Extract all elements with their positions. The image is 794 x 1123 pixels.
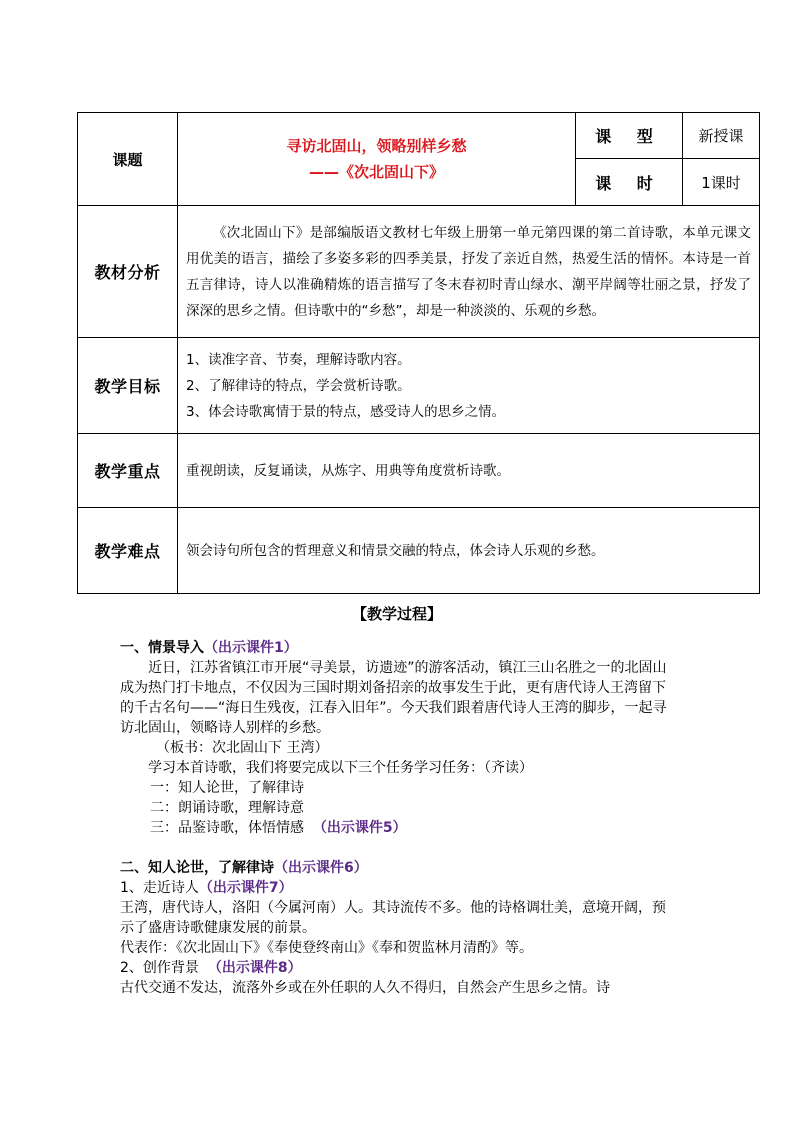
section-1-title: [120, 638, 676, 658]
analysis-label: 教材分析: [78, 206, 178, 338]
goal-item: 3、体会诗歌寓情于景的特点，感受诗人的思乡之情。: [186, 403, 506, 420]
subsection-background: [120, 958, 676, 978]
course-type-value: 新授课: [683, 113, 760, 159]
goal-item: 1、读准字音、节奏，理解诗歌内容。: [186, 351, 411, 368]
goals-list: [178, 338, 760, 434]
background-paragraph: 古代交通不发达，流落外乡或在外任职的人久不得归，自然会产生思乡之情。诗: [120, 980, 610, 996]
board-note: （板书：次北固山下 王湾）: [156, 740, 329, 756]
analysis-text: 《次北固山下》是部编版语文教材七年级上册第一单元第四课的第二首诗歌，本单元课文用优美的语言，描绘了多姿多彩的四季美景，抒发了亲近自然，热爱生活的情怀。本诗是一首五言律诗，诗人以准确精炼的语言描写了冬末春初时青山绿水、潮平岸阔等壮丽之景，抒发了深深的思乡之情。但诗歌中的“乡愁”，却是一种淡淡的、乐观的乡愁。: [178, 206, 760, 338]
section-1-heading: 一、情景导入: [120, 640, 204, 656]
section-2-note: （出示课件6）: [274, 860, 368, 876]
section-2-title: [120, 858, 676, 878]
goals-label: 教学目标: [78, 338, 178, 434]
key-points-label: 教学重点: [78, 434, 178, 508]
key-points-text: 重视朗读，反复诵读，从炼字、用典等角度赏析诗歌。: [178, 434, 760, 508]
section-1-paragraph: 近日，江苏省镇江市开展“寻美景，访遗迹”的游客活动，镇江三山名胜之一的北固山成为热门打卡地点，不仅因为三国时期刘备招亲的故事发生于此，更有唐代诗人王湾留下的千古名句——“海日生残夜，江春入旧年”。今天我们跟着唐代诗人王湾的脚步，一起寻访北固山，领略诗人别样的乡愁。: [120, 660, 667, 736]
task-item-3-note: （出示课件5）: [312, 820, 407, 836]
topic-title-line-1: 寻访北固山，领略别样乡愁: [286, 137, 467, 155]
subsection-background-note: （出示课件8）: [207, 960, 302, 976]
section-1-note: （出示课件1）: [204, 640, 298, 656]
task-item-3-text: 三：品鉴诗歌，体悟情感: [150, 820, 304, 836]
subsection-background-title: 2、创作背景: [120, 960, 199, 976]
course-type-label: 课 型: [576, 113, 683, 159]
task-item-3: [120, 818, 676, 838]
topic-label: 课题: [78, 113, 178, 206]
process-heading: 【教学过程】: [351, 605, 442, 623]
difficulty-label: 教学难点: [78, 508, 178, 594]
subsection-poet-note: （出示课件7）: [198, 880, 293, 896]
subsection-poet: [120, 878, 676, 898]
spacer: [120, 838, 676, 858]
poet-paragraph: 王湾，唐代诗人，洛阳（今属河南）人。其诗流传不多。他的诗格调壮美，意境开阔，预示了盛唐诗歌健康发展的前景。: [120, 900, 666, 936]
process-body: [120, 638, 676, 998]
subsection-poet-title: 1、走近诗人: [120, 880, 199, 896]
task-item-2: 二：朗诵诗歌，理解诗意: [150, 800, 304, 816]
task-item-1: 一：知人论世，了解律诗: [150, 780, 304, 796]
representative-works: 代表作：《次北固山下》《奉使登终南山》《奉和贺监林月清酌》等。: [120, 940, 533, 956]
class-hours-value: 1课时: [683, 159, 760, 206]
difficulty-text: 领会诗句所包含的哲理意义和情景交融的特点，体会诗人乐观的乡愁。: [178, 508, 760, 594]
class-hours-label: 课 时: [576, 159, 683, 206]
section-2-heading: 二、知人论世，了解律诗: [120, 860, 274, 876]
topic-title-line-2: ——《次北固山下》: [308, 163, 444, 181]
lesson-plan-table: [77, 112, 760, 594]
goal-item: 2、了解律诗的特点，学会赏析诗歌。: [186, 377, 411, 394]
tasks-intro: 学习本首诗歌，我们将要完成以下三个任务学习任务：（齐读）: [148, 760, 533, 776]
topic-title: [178, 113, 576, 206]
